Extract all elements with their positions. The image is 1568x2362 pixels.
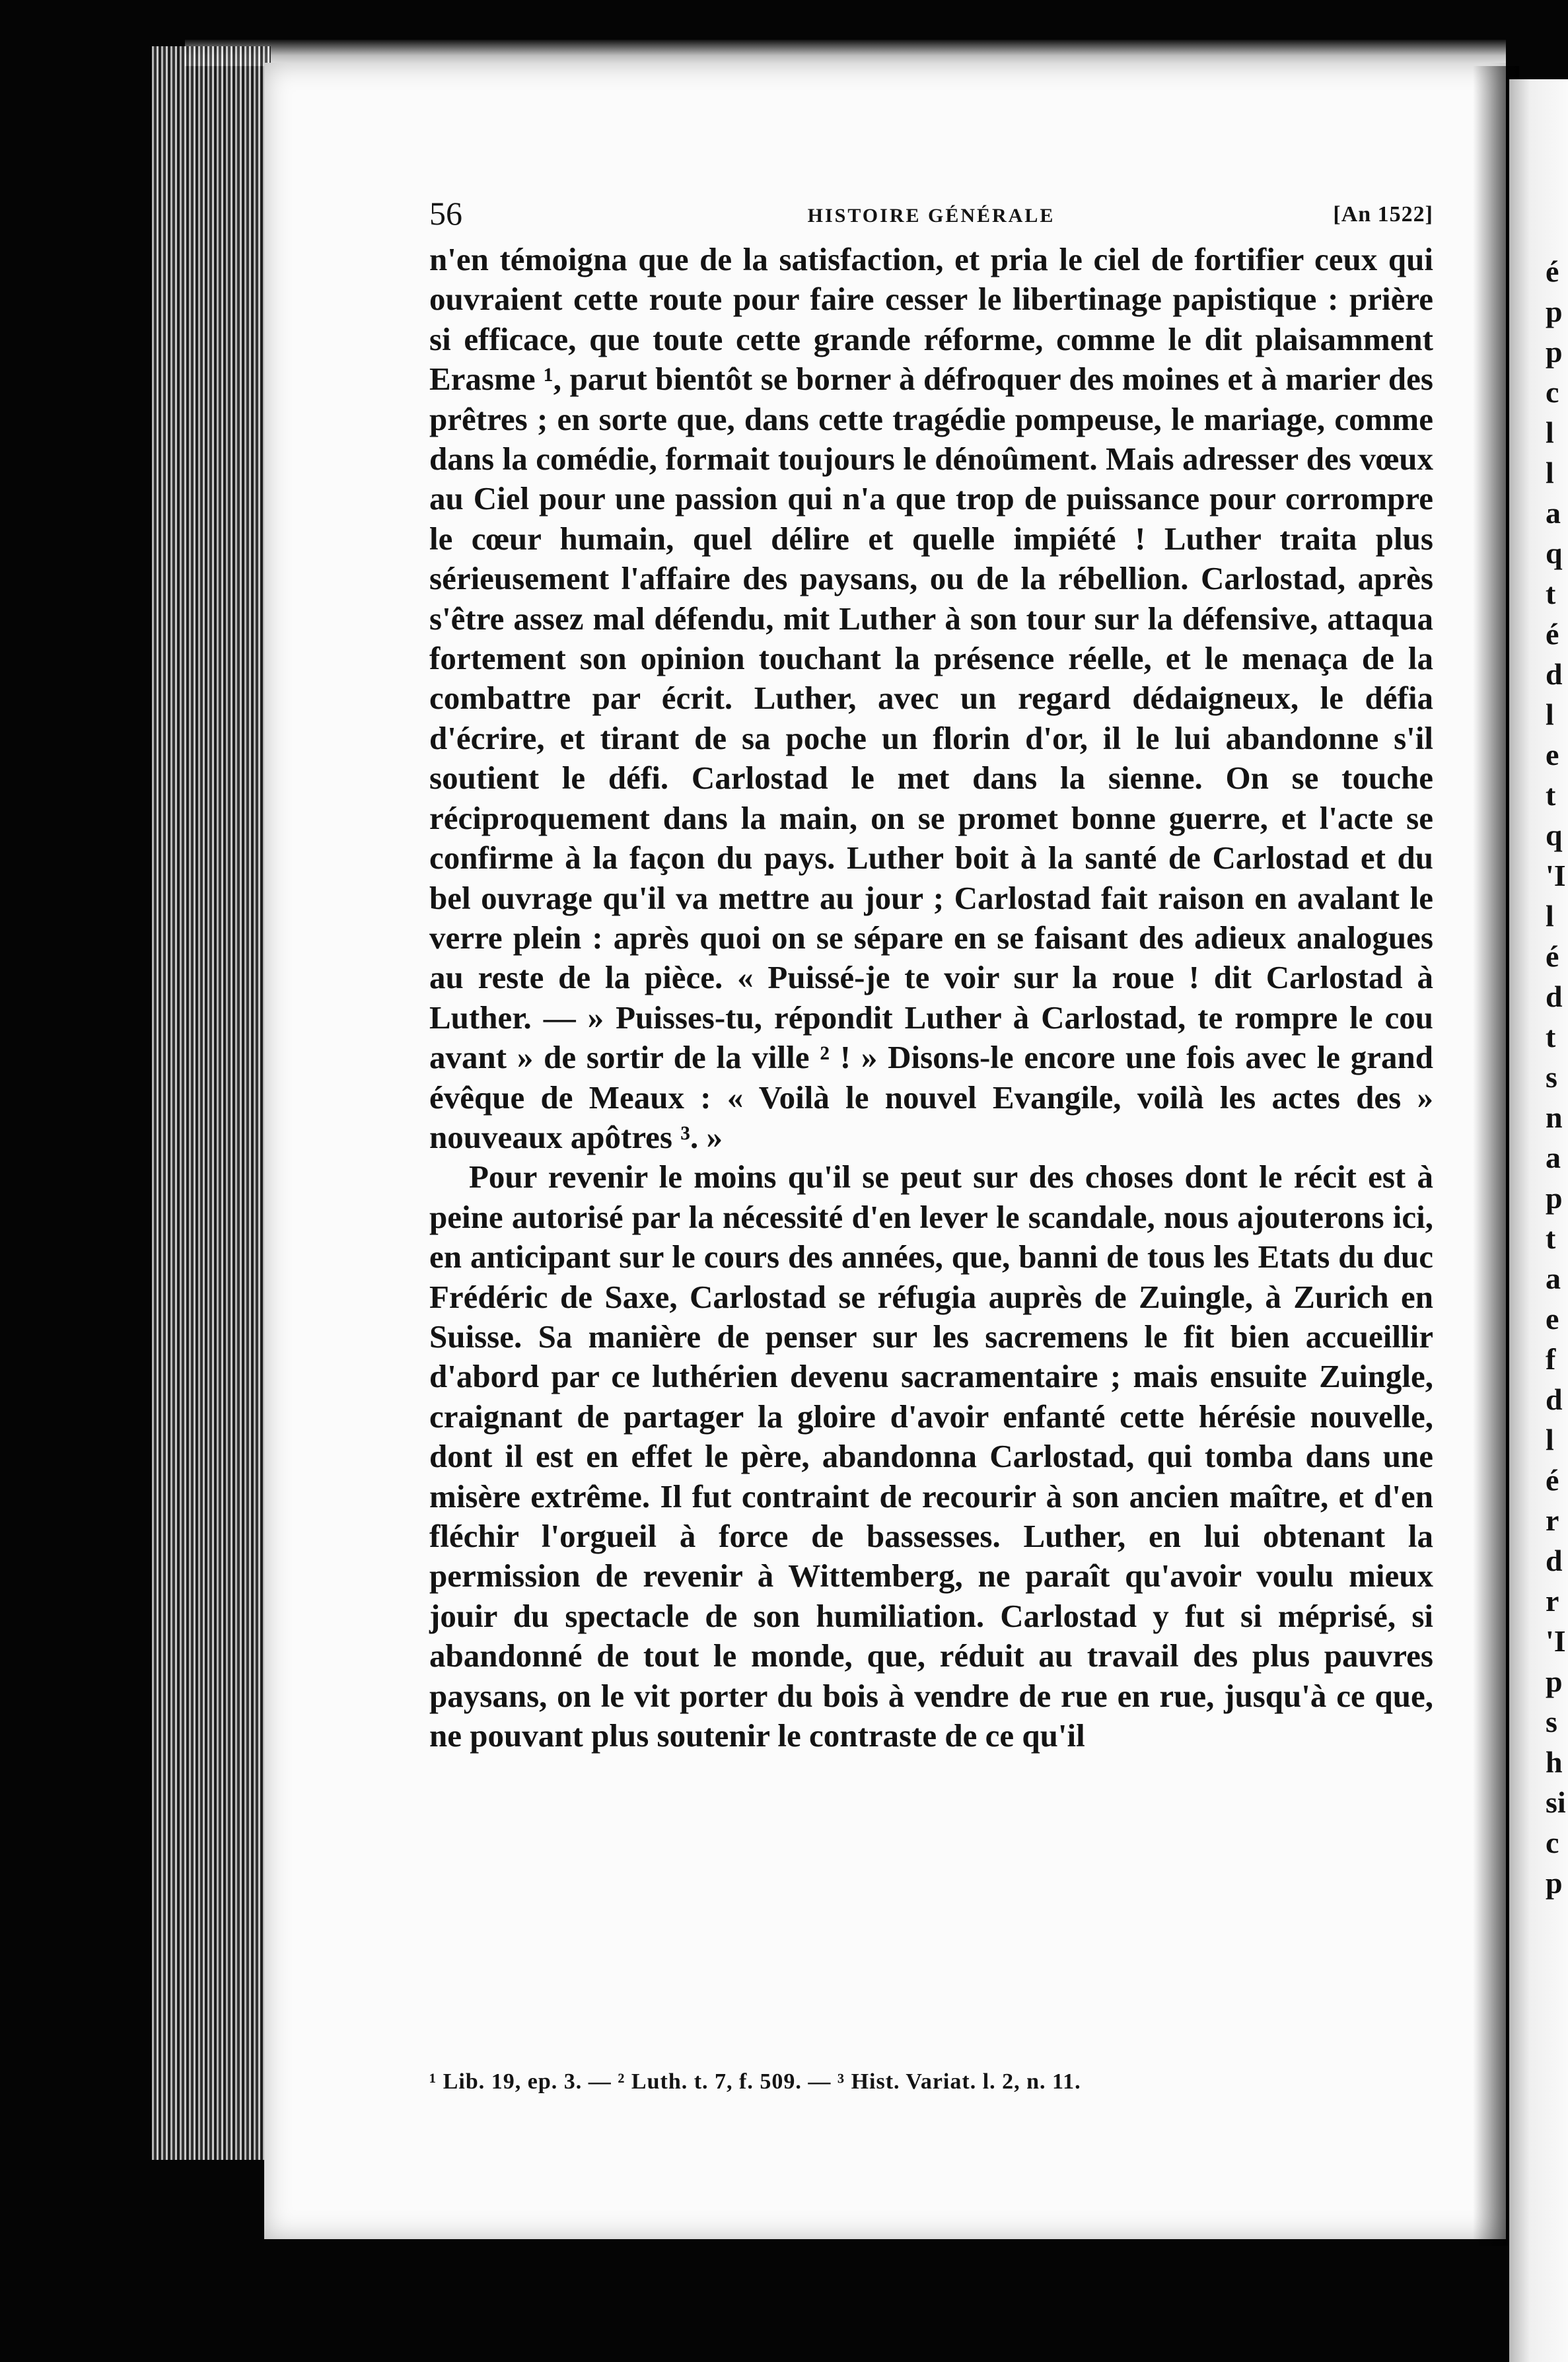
next-page-letter: 'I	[1546, 859, 1566, 892]
paragraph: n'en témoigna que de la satisfaction, et pria le ciel de fortifier ceux qui ouvraient cette route pour faire cesser le libertinage papistique : prière si efficace, que toute cette grande réforme, comme le dit plaisamment Erasme ¹, parut bientôt se borner à défroquer des moines et à marier des prêtres ; en sorte que, dans cette tragédie pompeuse, le mariage, comme dans la comédie, formait toujours le dénoûment. Mais adresser des vœux au Ciel pour une passion qui n'a que trop de puissance pour corrompre le cœur humain, quel délire et quelle impiété ! Luther traita plus sérieusement l'affaire des paysans, ou de la rébellion. Carlostad, après s'être assez mal défendu, mit Luther à son tour sur la défensive, attaqua fortement son opinion touchant la présence réelle, et le menaça de la combattre par écrit. Luther, avec un regard dédaigneux, le défia d'écrire, et tirant de sa poche un florin d'or, il le lui abandonne s'il soutient le défi. Carlostad le met dans la sienne. On se touche réciproquement dans la main, on se promet bonne guerre, et l'acte se confirme à la façon du pays. Luther boit à la santé de Carlostad et du bel ouvrage qu'il va mettre au jour ; Carlostad fait raison en avalant le verre plein : après quoi on se sépare en se faisant des adieux analogues au reste de la pièce. « Puissé-je te voir sur la roue ! dit Carlostad à Luther. — » Puisses-tu, répondit Luther à Carlostad, te rompre le cou avant » de sortir de la ville ² ! » Disons-le encore une fois avec le grand évêque de Meaux : « Voilà le nouvel Evangile, voilà les actes des » nouveaux apôtres ³. »	[429, 241, 1433, 1155]
next-page-letter: l	[1546, 1423, 1554, 1456]
paragraph: Pour revenir le moins qu'il se peut sur des choses dont le récit est à peine autorisé par la nécessité d'en lever le scandale, nous ajouterons ici, en anticipant sur le cours des années, que, banni de tous les Etats du duc Frédéric de Saxe, Carlostad se réfugia auprès de Zuingle, à Zurich en Suisse. Sa manière de penser sur les sacremens le fit bien accueillir d'abord par ce luthérien devenu sacramentaire ; mais ensuite Zuingle, craignant de partager la gloire d'avoir enfanté cette hérésie nouvelle, dont il est en effet le père, abandonna Carlostad, qui tomba dans une misère extrême. Il fut contraint de recourir à son ancien maître, et d'en fléchir l'orgueil à force de bassesses. Luther, en lui obtenant la permission de revenir à Wittemberg, ne paraît qu'avoir voulu mieux jouir du spectacle de son humiliation. Carlostad y fut si méprisé, si abandonné de tout le monde, que, réduit au travail des plus pauvres paysans, on le vit porter du bois à vendre de rue en rue, jusqu'à ce que, ne pouvant plus soutenir le contraste de ce qu'il	[429, 1159, 1433, 1754]
next-page-letter: é	[1546, 617, 1559, 651]
next-page-letter: d	[1546, 1544, 1563, 1577]
next-page-letter: t	[1546, 577, 1556, 610]
next-page-letter: r	[1546, 1503, 1559, 1537]
next-page-letter: s	[1546, 1705, 1557, 1738]
next-page-letter: c	[1546, 1826, 1559, 1859]
next-page-letter: h	[1546, 1745, 1563, 1779]
next-page-letter: p	[1546, 1866, 1563, 1900]
next-page-letter: l	[1546, 899, 1554, 933]
next-page-letter: r	[1546, 1584, 1559, 1618]
next-page-letter: é	[1546, 254, 1559, 288]
next-page-letter: c	[1546, 375, 1559, 409]
next-page-letter: p	[1546, 295, 1563, 328]
next-page-letter: t	[1546, 1221, 1556, 1255]
book-page-edges	[152, 46, 271, 2160]
next-page-letter: l	[1546, 698, 1554, 731]
next-page-letter: p	[1546, 1181, 1563, 1215]
footnotes: ¹ Lib. 19, ep. 3. — ² Luth. t. 7, f. 509. — ³ Hist. Variat. l. 2, n. 11.	[429, 2069, 1081, 2094]
next-page-letter: l	[1546, 415, 1554, 449]
next-page-letter: f	[1546, 1342, 1556, 1376]
book-top-edge	[185, 40, 1506, 66]
next-page-letter: t	[1546, 1020, 1556, 1054]
next-page-letter: t	[1546, 778, 1556, 812]
next-page-letter: p	[1546, 1664, 1563, 1698]
next-page-letter: e	[1546, 738, 1559, 771]
next-page-letter: s	[1546, 1060, 1557, 1094]
next-page-letter: 'I	[1546, 1624, 1566, 1658]
next-page-letter: a	[1546, 496, 1561, 530]
next-page-letter: q	[1546, 818, 1563, 852]
next-page-letter: l	[1546, 456, 1554, 489]
next-page-letter: d	[1546, 657, 1563, 691]
page-sheet	[264, 63, 1506, 2239]
next-page-letter: é	[1546, 939, 1559, 973]
next-page-letter: é	[1546, 1463, 1559, 1497]
next-page-letter: a	[1546, 1262, 1561, 1295]
body-text	[429, 240, 1433, 1756]
next-page-letter: q	[1546, 536, 1563, 570]
running-title: HISTOIRE GÉNÉRALE	[807, 205, 1055, 227]
running-head	[429, 195, 1433, 232]
next-page-letter: p	[1546, 335, 1563, 369]
next-page-letter: d	[1546, 1382, 1563, 1416]
next-page-fragment	[1546, 251, 1568, 1903]
next-page-letter: n	[1546, 1100, 1563, 1134]
next-page-letter: si	[1546, 1785, 1566, 1819]
running-date: [An 1522]	[1333, 202, 1433, 227]
next-page-letter: e	[1546, 1302, 1559, 1336]
next-page-letter: d	[1546, 980, 1563, 1013]
next-page-letter: a	[1546, 1141, 1561, 1174]
page-content	[429, 195, 1433, 2143]
page-number: 56	[429, 195, 462, 232]
